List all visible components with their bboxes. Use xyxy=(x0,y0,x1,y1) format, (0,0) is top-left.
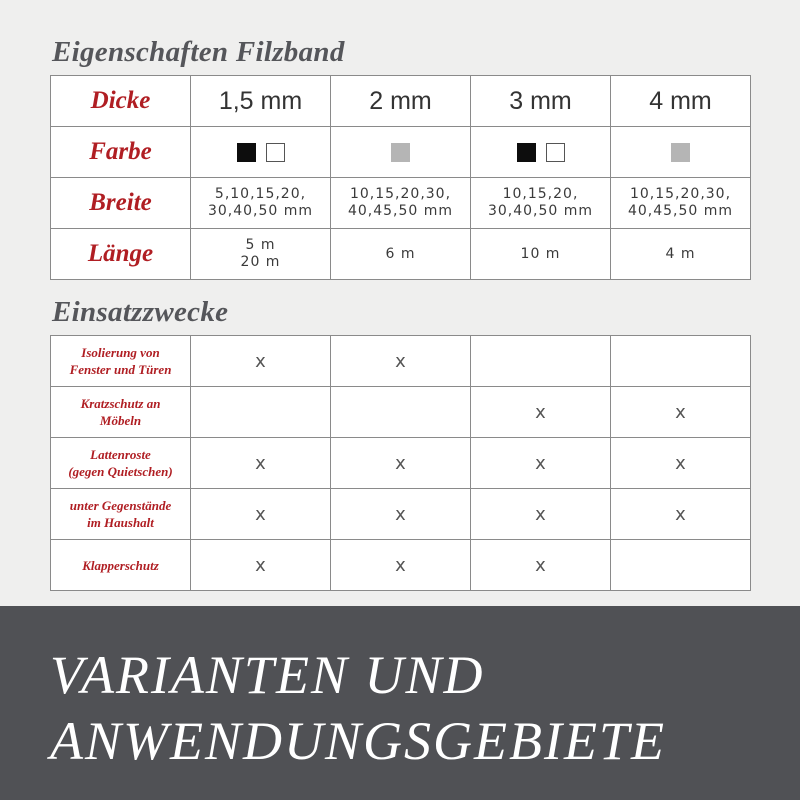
use-row xyxy=(51,489,751,540)
breite-line: 10,15,20,30, xyxy=(629,186,732,202)
white-swatch xyxy=(546,143,565,162)
use-label-line: Fenster und Türen xyxy=(69,362,172,377)
use-cell xyxy=(191,387,331,438)
laenge-line: 6 m xyxy=(385,245,416,262)
breite-line: 40,45,50 mm xyxy=(347,203,454,219)
use-label-line: (gegen Quietschen) xyxy=(68,464,173,479)
check-mark: x xyxy=(395,452,406,474)
dicke-value: 4 mm xyxy=(611,76,751,127)
farbe-cell xyxy=(471,127,611,178)
grey-swatch xyxy=(391,143,410,162)
use-label xyxy=(51,489,191,540)
breite-label: Breite xyxy=(51,178,191,229)
laenge-value xyxy=(471,229,611,280)
check-mark: x xyxy=(535,401,546,423)
use-row xyxy=(51,438,751,489)
dicke-value: 3 mm xyxy=(471,76,611,127)
check-mark: x xyxy=(675,401,686,423)
farbe-cell xyxy=(611,127,751,178)
use-label-line: Lattenroste xyxy=(90,447,151,462)
laenge-value xyxy=(611,229,751,280)
breite-line: 10,15,20, xyxy=(502,186,579,202)
use-label xyxy=(51,387,191,438)
use-cell xyxy=(331,489,471,540)
breite-line: 30,40,50 mm xyxy=(207,203,314,219)
use-cell xyxy=(471,540,611,591)
properties-table xyxy=(50,75,751,280)
farbe-cell xyxy=(331,127,471,178)
use-label-line: Kratzschutz an xyxy=(80,396,161,411)
use-label xyxy=(51,540,191,591)
use-cell xyxy=(471,438,611,489)
black-swatch xyxy=(517,143,536,162)
dicke-value: 2 mm xyxy=(331,76,471,127)
laenge-label: Länge xyxy=(51,229,191,280)
use-cell xyxy=(471,387,611,438)
check-mark: x xyxy=(675,503,686,525)
use-cell xyxy=(191,540,331,591)
check-mark: x xyxy=(255,350,266,372)
breite-line: 30,40,50 mm xyxy=(487,203,594,219)
laenge-value xyxy=(331,229,471,280)
check-mark: x xyxy=(395,554,406,576)
dicke-row xyxy=(51,76,751,127)
check-mark: x xyxy=(395,350,406,372)
use-cell xyxy=(191,438,331,489)
breite-line: 10,15,20,30, xyxy=(349,186,452,202)
dicke-value: 1,5 mm xyxy=(191,76,331,127)
use-label-line: Klapperschutz xyxy=(82,557,159,573)
use-cell xyxy=(611,438,751,489)
laenge-value xyxy=(191,229,331,280)
use-cell xyxy=(331,540,471,591)
use-label-line: Möbeln xyxy=(99,413,142,428)
breite-value xyxy=(331,178,471,229)
use-row xyxy=(51,540,751,591)
properties-title: Eigenschaften Filzband xyxy=(52,36,345,68)
check-mark: x xyxy=(675,452,686,474)
check-mark: x xyxy=(255,452,266,474)
check-mark: x xyxy=(255,554,266,576)
check-mark: x xyxy=(535,503,546,525)
banner-title-line-2: ANWENDUNGSGEBIETE xyxy=(50,711,666,771)
laenge-line: 10 m xyxy=(520,245,561,262)
use-label xyxy=(51,336,191,387)
white-swatch xyxy=(266,143,285,162)
check-mark: x xyxy=(535,554,546,576)
use-cell xyxy=(611,540,751,591)
laenge-line: 20 m xyxy=(240,254,281,270)
check-mark: x xyxy=(535,452,546,474)
dicke-label: Dicke xyxy=(51,76,191,127)
laenge-row xyxy=(51,229,751,280)
black-swatch xyxy=(237,143,256,162)
use-row xyxy=(51,387,751,438)
grey-swatch xyxy=(671,143,690,162)
farbe-row xyxy=(51,127,751,178)
breite-value xyxy=(191,178,331,229)
use-cell xyxy=(191,336,331,387)
use-row xyxy=(51,336,751,387)
uses-title: Einsatzzwecke xyxy=(52,296,229,328)
farbe-cell xyxy=(191,127,331,178)
use-cell xyxy=(331,438,471,489)
use-label-line: Isolierung von xyxy=(81,345,160,360)
check-mark: x xyxy=(395,503,406,525)
breite-value xyxy=(471,178,611,229)
use-cell xyxy=(191,489,331,540)
use-cell xyxy=(471,489,611,540)
use-label-line: im Haushalt xyxy=(87,515,154,530)
breite-line: 40,45,50 mm xyxy=(627,203,734,219)
breite-value xyxy=(611,178,751,229)
use-cell xyxy=(331,336,471,387)
banner xyxy=(0,606,800,800)
banner-title-line-1: VARIANTEN UND xyxy=(50,645,485,705)
use-cell xyxy=(611,336,751,387)
use-cell xyxy=(611,489,751,540)
use-label xyxy=(51,438,191,489)
farbe-label: Farbe xyxy=(51,127,191,178)
breite-line: 5,10,15,20, xyxy=(214,186,307,202)
laenge-line: 4 m xyxy=(665,245,696,262)
check-mark: x xyxy=(255,503,266,525)
laenge-line: 5 m xyxy=(245,237,276,253)
use-label-line: unter Gegenstände xyxy=(69,498,172,513)
use-cell xyxy=(471,336,611,387)
uses-table xyxy=(50,335,751,591)
use-cell xyxy=(331,387,471,438)
breite-row xyxy=(51,178,751,229)
use-cell xyxy=(611,387,751,438)
